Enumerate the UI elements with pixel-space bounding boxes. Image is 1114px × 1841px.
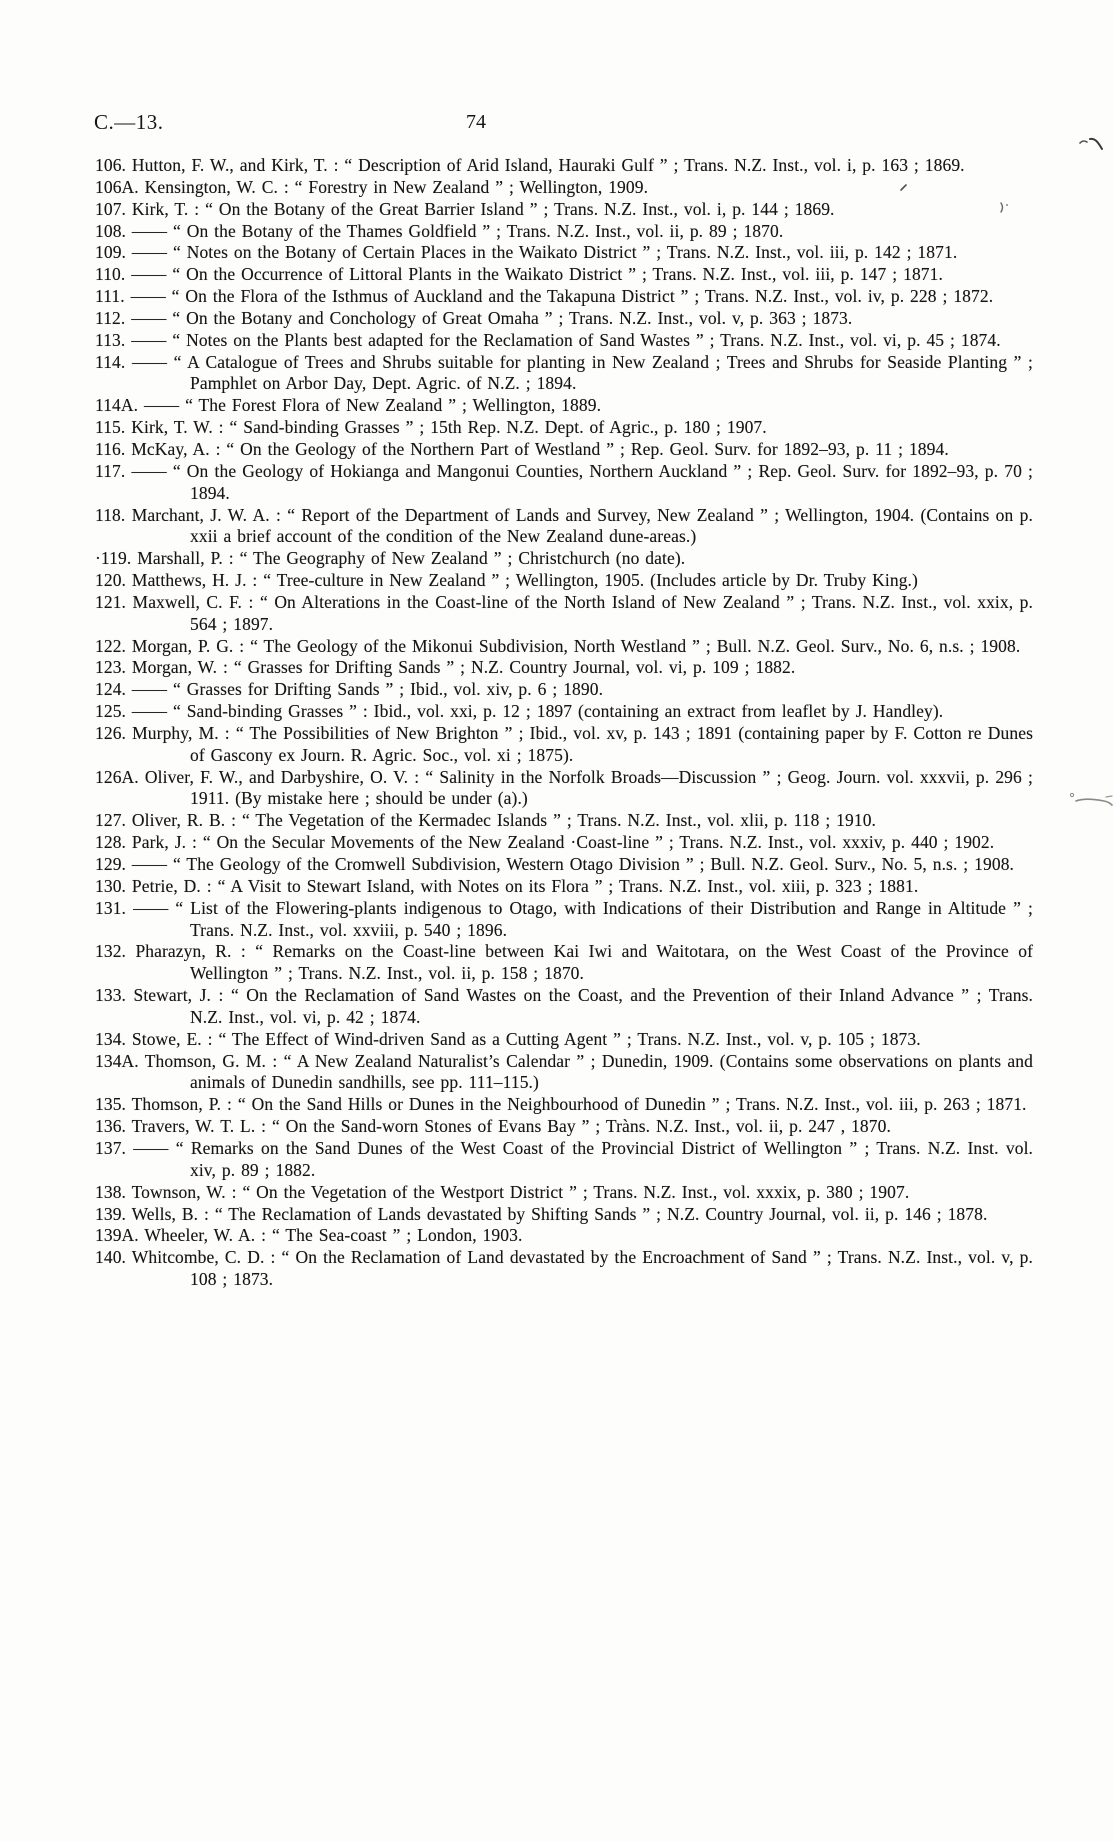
- bibliography-entry: [95, 1204, 1033, 1226]
- entry-number: 120.: [95, 570, 127, 591]
- entry-number: 111.: [95, 286, 125, 307]
- page-header: [0, 110, 1114, 140]
- entry-text: Maxwell, C. F. : “ On Alterations in the Coast-line of the North Island of New Zealand ” ; Trans. N.Z. Inst., vol. xxix, p. 564 ; 1897.: [132, 591, 1034, 634]
- bibliography-entry: [95, 1225, 1033, 1247]
- entry-text: Thomson, P. : “ On the Sand Hills or Dunes in the Neighbourhood of Dunedin ” ; Trans. N.Z. Inst., vol. iii, p. 263 ; 1871.: [131, 1094, 1027, 1115]
- entry-text: Kensington, W. C. : “ Forestry in New Zealand ” ; Wellington, 1909.: [144, 176, 649, 197]
- entry-number: 140.: [95, 1247, 127, 1268]
- entry-text: Pharazyn, R. : “ Remarks on the Coast-line between Kai Iwi and Waitotara, on the West Coast of the Province of Wellington ” ; Trans. N.Z. Inst., vol. ii, p. 158 ; 1870.: [135, 941, 1034, 984]
- entry-number: 131.: [95, 897, 127, 918]
- entry-text: Petrie, D. : “ A Visit to Stewart Island, with Notes on its Flora ” ; Trans. N.Z. Inst., vol. xiii, p. 323 ; 1881.: [131, 875, 919, 896]
- bibliography-entry: [95, 1094, 1033, 1116]
- entry-text: —— “ The Forest Flora of New Zealand ” ; Wellington, 1889.: [144, 395, 602, 416]
- bibliography-entry: [95, 898, 1033, 942]
- entry-text: —— “ On the Occurrence of Littoral Plants in the Waikato District ” ; Trans. N.Z. Inst., vol. iii, p. 147 ; 1871.: [131, 264, 943, 285]
- entry-text: —— “ Notes on the Botany of Certain Places in the Waikato District ” ; Trans. N.Z. Inst., vol. iii, p. 142 ; 1871.: [131, 242, 958, 263]
- entry-number: 116.: [95, 438, 126, 459]
- entry-text: Whitcombe, C. D. : “ On the Reclamation of Land devastated by the Encroachment of Sand ” ; Trans. N.Z. Inst., vol. v, p. 108 ; 1873.: [131, 1247, 1033, 1290]
- bibliography-entry: [95, 854, 1033, 876]
- entry-number: 118.: [95, 504, 126, 525]
- entry-text: Wheeler, W. A. : “ The Sea-coast ” ; London, 1903.: [144, 1225, 523, 1246]
- bibliography-entry: [95, 1247, 1033, 1291]
- bibliography-entry: [95, 177, 1033, 199]
- entry-number: 122.: [95, 635, 127, 656]
- entry-number: 110.: [95, 264, 126, 285]
- bibliography-entry: [95, 330, 1033, 352]
- entry-text: —— “ A Catalogue of Trees and Shrubs suitable for planting in New Zealand ; Trees and Shrubs for Seaside Planting ” ; Pamphlet on Arbor Day, Dept. Agric. of N.Z. ; 1894.: [131, 351, 1033, 394]
- entry-number: 106A.: [95, 176, 139, 197]
- bibliography-entry: [95, 286, 1033, 308]
- entry-number: 134.: [95, 1028, 127, 1049]
- bibliography-entry: [95, 461, 1033, 505]
- bibliography-entry: [95, 767, 1033, 811]
- entry-number: 124.: [95, 679, 127, 700]
- entry-text: Oliver, F. W., and Darbyshire, O. V. : “ Salinity in the Norfolk Broads—Discussion ” ; Geog. Journ. vol. xxxvii, p. 296 ; 1911. (By mistake here ; should be under (a).): [144, 766, 1033, 809]
- bibliography-entry: [95, 570, 1033, 592]
- entry-text: —— “ List of the Flowering-plants indigenous to Otago, with Indications of their Distribution and Range in Altitude ” ; Trans. N.Z. Inst., vol. xxviii, p. 540 ; 1896.: [133, 897, 1034, 940]
- report-code: C.—13.: [94, 110, 164, 134]
- bibliography-entry: [95, 548, 1033, 570]
- entry-text: —— “ On the Geology of Hokianga and Mangonui Counties, Northern Auckland ” ; Rep. Geol. Surv. for 1892–93, p. 70 ; 1894.: [131, 460, 1034, 503]
- entry-text: Thomson, G. M. : “ A New Zealand Naturalist’s Calendar ” ; Dunedin, 1909. (Contains some observations on plants and animals of Dunedin sandhills, see pp. 111–115.): [144, 1050, 1033, 1093]
- entry-text: Stewart, J. : “ On the Reclamation of Sand Wastes on the Coast, and the Prevention of their Inland Advance ” ; Trans. N.Z. Inst., vol. vi, p. 42 ; 1874.: [133, 985, 1033, 1027]
- bibliography-entry: [95, 876, 1033, 898]
- entry-text: Kirk, T. W. : “ Sand-binding Grasses ” ; 15th Rep. N.Z. Dept. of Agric., p. 180 ; 1907.: [131, 417, 767, 438]
- entry-number: 127.: [95, 810, 127, 831]
- entry-number: 126.: [95, 722, 127, 743]
- bibliography-entry: [95, 264, 1033, 286]
- entry-number: 128.: [95, 832, 127, 853]
- entry-text: Townson, W. : “ On the Vegetation of the Westport District ” ; Trans. N.Z. Inst., vol. xxxix, p. 380 ; 1907.: [131, 1181, 910, 1202]
- entry-text: Oliver, R. B. : “ The Vegetation of the Kermadec Islands ” ; Trans. N.Z. Inst., vol. xlii, p. 118 ; 1910.: [131, 810, 877, 831]
- entry-number: 123.: [95, 657, 127, 678]
- bibliography-entry: [95, 352, 1033, 396]
- bibliography-entry: [95, 1138, 1033, 1182]
- entry-text: Morgan, P. G. : “ The Geology of the Mikonui Subdivision, North Westland ” ; Bull. N.Z. Geol. Surv., No. 6, n.s. ; 1908.: [131, 635, 1021, 656]
- entry-text: Stowe, E. : “ The Effect of Wind-driven Sand as a Cutting Agent ” ; Trans. N.Z. Inst., vol. v, p. 105 ; 1873.: [131, 1028, 921, 1049]
- bibliography-entry: [95, 308, 1033, 330]
- bibliography-entry: [95, 592, 1033, 636]
- entry-number: 109.: [95, 242, 127, 263]
- entry-text: Park, J. : “ On the Secular Movements of the New Zealand ·Coast-line ” ; Trans. N.Z. Inst., vol. xxxiv, p. 440 ; 1902.: [131, 832, 995, 853]
- bibliography-entry: [95, 810, 1033, 832]
- bibliography-entry: [95, 1029, 1033, 1051]
- entry-number: 134A.: [95, 1050, 139, 1071]
- bibliography-entry: [95, 1182, 1033, 1204]
- entry-text: Wells, B. : “ The Reclamation of Lands devastated by Shifting Sands ” ; N.Z. Country Journal, vol. ii, p. 146 ; 1878.: [131, 1203, 988, 1224]
- entry-number: 108.: [95, 220, 127, 241]
- entry-text: —— “ Grasses for Drifting Sands ” ; Ibid., vol. xiv, p. 6 ; 1890.: [131, 679, 604, 700]
- entry-number: 135.: [95, 1094, 127, 1115]
- bibliography-entry: [95, 701, 1033, 723]
- entry-number: 126A.: [95, 766, 139, 787]
- entry-text: Hutton, F. W., and Kirk, T. : “ Description of Arid Island, Hauraki Gulf ” ; Trans. N.Z. Inst., vol. i, p. 163 ; 1869.: [131, 155, 965, 175]
- entry-number: 117.: [95, 460, 126, 481]
- entry-number: 139.: [95, 1203, 127, 1224]
- entry-number: 107.: [95, 198, 127, 219]
- bibliography-entry: [95, 395, 1033, 417]
- entry-number: 133.: [95, 985, 127, 1006]
- entry-number: 114.: [95, 351, 126, 372]
- entry-number: 112.: [95, 307, 126, 328]
- bibliography-entry: [95, 505, 1033, 549]
- entry-number: 132.: [95, 941, 127, 962]
- entry-text: McKay, A. : “ On the Geology of the Northern Part of Westland ” ; Rep. Geol. Surv. for 1892–93, p. 11 ; 1894.: [131, 438, 949, 459]
- entry-number: 113.: [95, 329, 126, 350]
- bibliography-entry: [95, 723, 1033, 767]
- bibliography-entry: [95, 1116, 1033, 1138]
- entry-text: Morgan, W. : “ Grasses for Drifting Sands ” ; N.Z. Country Journal, vol. vi, p. 109 ; 1882.: [131, 657, 796, 678]
- bibliography-entry: [95, 657, 1033, 679]
- entry-text: Kirk, T. : “ On the Botany of the Great Barrier Island ” ; Trans. N.Z. Inst., vol. i, p. 144 ; 1869.: [131, 198, 835, 219]
- entry-text: —— “ Remarks on the Sand Dunes of the West Coast of the Provincial District of Wellington ” ; Trans. N.Z. Inst. vol. xiv, p. 89 ; 1882.: [133, 1137, 1034, 1180]
- entry-number: ·119.: [95, 548, 132, 569]
- entry-number: 130.: [95, 875, 127, 896]
- bibliography-entry: [95, 832, 1033, 854]
- entry-number: 137.: [95, 1137, 127, 1158]
- entry-number: 136.: [95, 1116, 127, 1137]
- bibliography-entry: [95, 199, 1033, 221]
- entry-number: 139A.: [95, 1225, 139, 1246]
- entry-number: 129.: [95, 854, 127, 874]
- entry-text: Murphy, M. : “ The Possibilities of New Brighton ” ; Ibid., vol. xv, p. 143 ; 1891 (containing paper by F. Cotton re Dunes of Gascony ex Journ. R. Agric. Soc., vol. xi ; 1875).: [132, 722, 1033, 765]
- entry-number: 121.: [95, 591, 127, 612]
- page-number: 74: [466, 111, 486, 133]
- entry-text: Matthews, H. J. : “ Tree-culture in New Zealand ” ; Wellington, 1905. (Includes article by Dr. Truby King.): [131, 570, 918, 591]
- bibliography-entry: [95, 155, 1033, 177]
- bibliography-entry: [95, 439, 1033, 461]
- bibliography-entry: [95, 679, 1033, 701]
- entry-text: —— “ The Geology of the Cromwell Subdivision, Western Otago Division ” ; Bull. N.Z. Geol. Surv., No. 5, n.s. ; 1908.: [131, 854, 1015, 874]
- bibliography-entry: [95, 985, 1033, 1029]
- entry-number: 106.: [95, 155, 127, 175]
- entry-text: —— “ On the Botany of the Thames Goldfield ” ; Trans. N.Z. Inst., vol. ii, p. 89 ; 1870.: [131, 220, 784, 241]
- bibliography-entry: [95, 636, 1033, 658]
- bibliography-entry: [95, 221, 1033, 243]
- bibliography-entry: [95, 417, 1033, 439]
- bibliography-entry: [95, 242, 1033, 264]
- entry-text: Marchant, J. W. A. : “ Report of the Department of Lands and Survey, New Zealand ” ; Wellington, 1904. (Contains on p. xxii a brief account of the condition of the New Zealand dune-areas.): [131, 504, 1033, 547]
- entry-number: 125.: [95, 701, 127, 722]
- entry-text: Travers, W. T. L. : “ On the Sand-worn Stones of Evans Bay ” ; Tràns. N.Z. Inst., vol. ii, p. 247 , 1870.: [131, 1116, 891, 1137]
- entry-number: 115.: [95, 417, 126, 438]
- entry-number: 114A.: [95, 395, 139, 416]
- entry-text: —— “ On the Botany and Conchology of Great Omaha ” ; Trans. N.Z. Inst., vol. v, p. 363 ; 1873.: [131, 307, 853, 328]
- pen-mark-icon: [1068, 790, 1114, 810]
- entry-text: Marshall, P. : “ The Geography of New Zealand ” ; Christchurch (no date).: [137, 548, 686, 569]
- entry-text: —— “ Notes on the Plants best adapted for the Reclamation of Sand Wastes ” ; Trans. N.Z. Inst., vol. vi, p. 45 ; 1874.: [131, 329, 1001, 350]
- bibliography-entry: [95, 1051, 1033, 1095]
- entry-number: 138.: [95, 1181, 127, 1202]
- bibliography-list: [95, 155, 1033, 1291]
- entry-text: —— “ On the Flora of the Isthmus of Auckland and the Takapuna District ” ; Trans. N.Z. Inst., vol. iv, p. 228 ; 1872.: [130, 286, 994, 307]
- bibliography-entry: [95, 941, 1033, 985]
- entry-text: —— “ Sand-binding Grasses ” : Ibid., vol. xxi, p. 12 ; 1897 (containing an extract from leaflet by J. Handley).: [131, 701, 944, 722]
